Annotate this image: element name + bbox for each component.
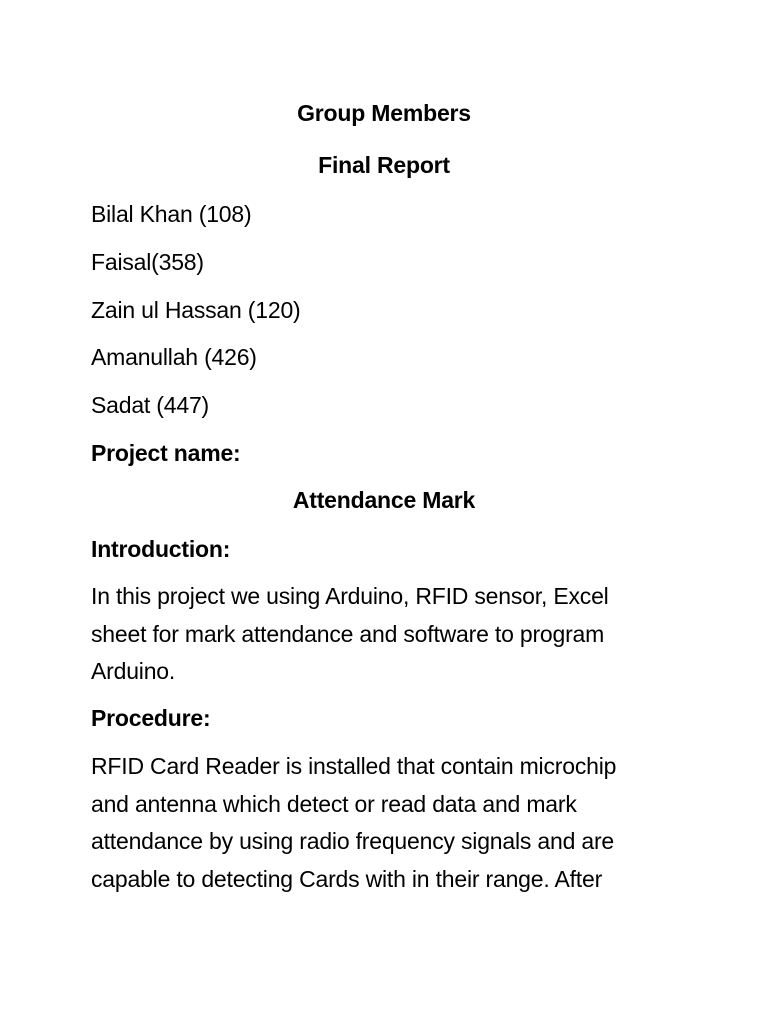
member-item: Zain ul Hassan (120) xyxy=(91,297,301,323)
introduction-paragraph xyxy=(91,578,691,691)
procedure-line: capable to detecting Cards with in their range. After xyxy=(91,865,603,892)
introduction-line: In this project we using Arduino, RFID sensor, Excel xyxy=(91,583,609,609)
procedure-line: and antenna which detect or read data and mark xyxy=(91,790,577,817)
report-title: Final Report xyxy=(318,152,450,178)
introduction-line: sheet for mark attendance and software to program xyxy=(91,620,605,647)
member-item: Amanullah (426) xyxy=(91,344,257,370)
procedure-line: RFID Card Reader is installed that contain microchip xyxy=(91,753,617,779)
introduction-heading: Introduction: xyxy=(91,536,231,562)
document-heading: Group Members xyxy=(297,100,471,126)
procedure-heading: Procedure: xyxy=(91,705,211,731)
procedure-line: attendance by using radio frequency signals and are xyxy=(91,828,614,854)
member-item: Faisal(358) xyxy=(91,249,204,275)
member-item: Sadat (447) xyxy=(91,392,209,418)
project-name-value: Attendance Mark xyxy=(292,487,476,513)
member-item: Bilal Khan (108) xyxy=(91,201,252,227)
project-name-label: Project name: xyxy=(91,440,241,466)
procedure-paragraph xyxy=(91,748,691,898)
introduction-line: Arduino. xyxy=(91,658,176,684)
